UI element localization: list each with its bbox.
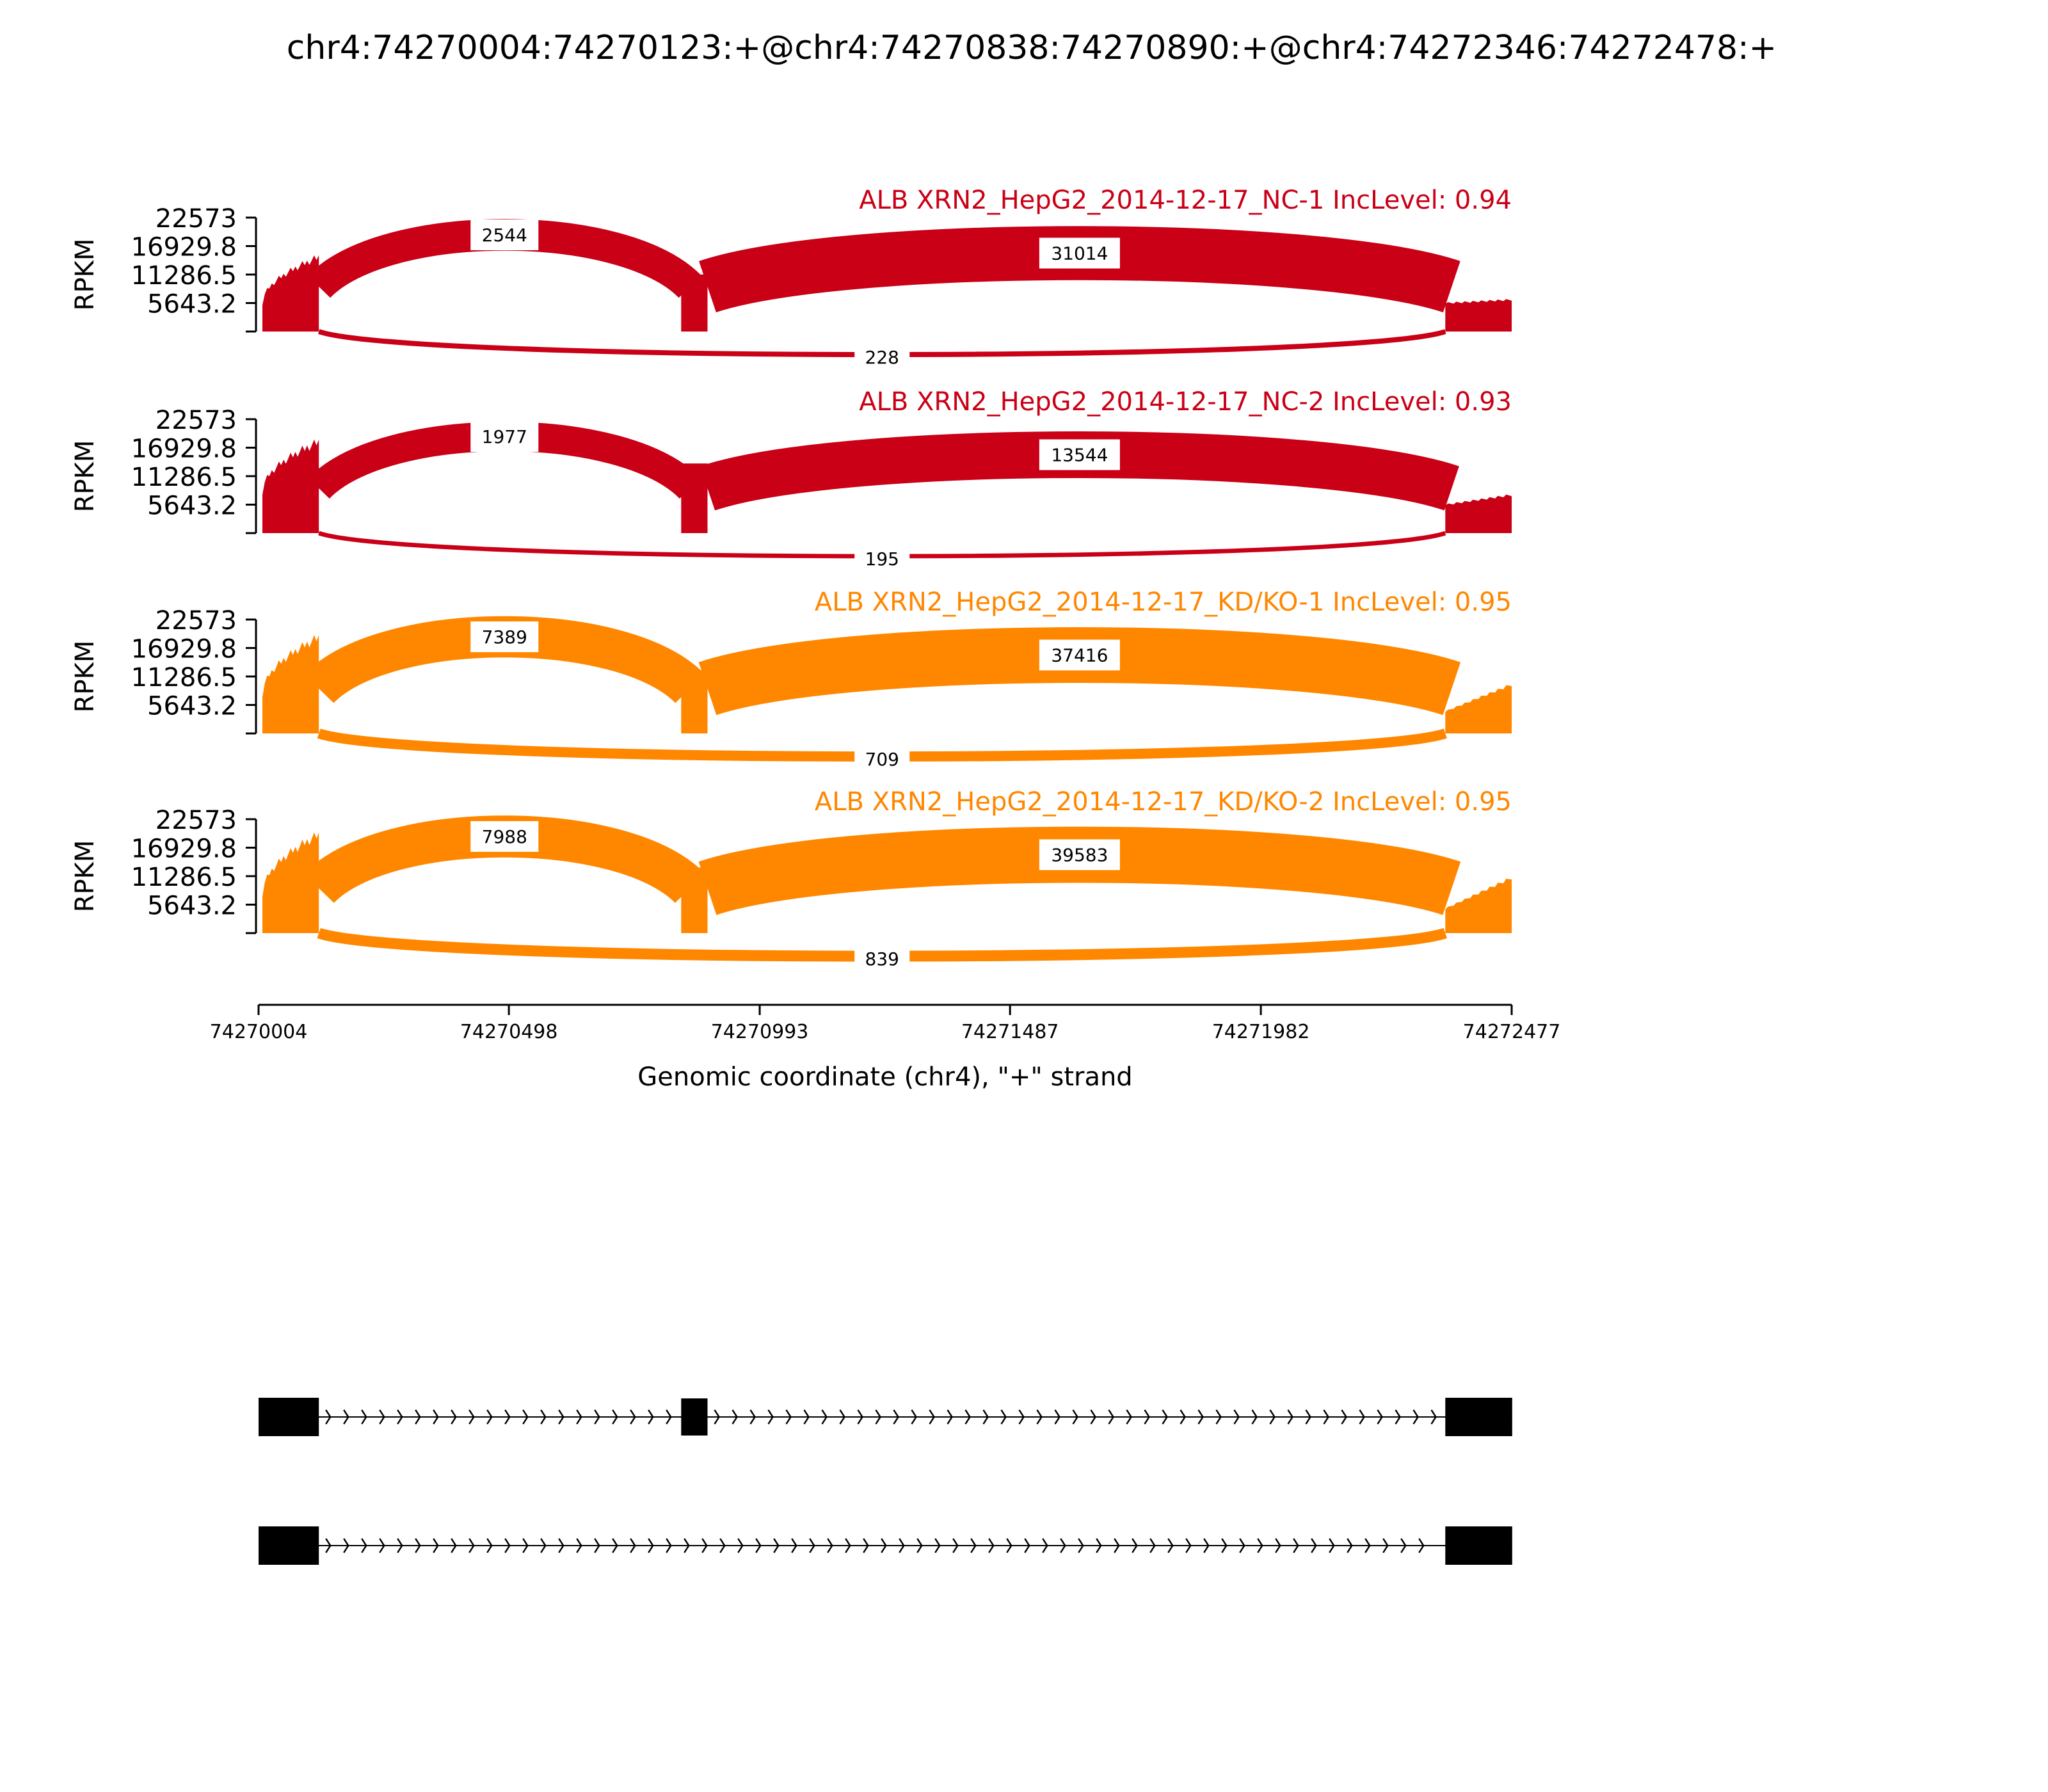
y-tick-label: 16929.8 [131, 232, 237, 262]
coverage-exon3 [1445, 299, 1512, 332]
y-tick-label: 22573 [155, 204, 237, 234]
y-axis-label: RPKM [70, 840, 100, 913]
y-tick-label: 5643.2 [147, 491, 237, 521]
x-tick-label: 74271982 [1212, 1021, 1310, 1043]
y-tick-label: 11286.5 [131, 463, 237, 492]
y-tick-label: 11286.5 [131, 261, 237, 291]
junction-label-exon1-exon2: 7389 [481, 627, 527, 648]
sample-title: ALB XRN2_HepG2_2014-12-17_NC-2 IncLevel: 0.93 [859, 387, 1512, 417]
x-axis-label: Genomic coordinate (chr4), "+" strand [637, 1062, 1133, 1092]
junction-label-skip: 195 [865, 548, 899, 570]
exon-block [1445, 1398, 1512, 1436]
junction-label-exon2-exon3: 31014 [1051, 243, 1108, 264]
junction-label-exon2-exon3: 13544 [1051, 444, 1108, 466]
y-tick-label: 11286.5 [131, 863, 237, 892]
figure-title: chr4:74270004:74270123:+@chr4:74270838:74270890:+@chr4:74272346:74272478:+ [286, 29, 1777, 67]
y-tick-label: 5643.2 [147, 891, 237, 921]
y-tick-label: 22573 [155, 806, 237, 835]
exon-block [1445, 1526, 1512, 1565]
x-tick-label: 74271487 [961, 1021, 1059, 1043]
junction-label-exon1-exon2: 7988 [481, 826, 527, 847]
junction-label-skip: 839 [865, 948, 899, 970]
exon-block [681, 1398, 707, 1436]
sample-title: ALB XRN2_HepG2_2014-12-17_KD/KO-1 IncLevel: 0.95 [814, 588, 1512, 617]
y-tick-label: 16929.8 [131, 434, 237, 464]
sample-title: ALB XRN2_HepG2_2014-12-17_KD/KO-2 IncLevel: 0.95 [814, 787, 1512, 817]
exon-block [259, 1526, 319, 1565]
y-tick-label: 22573 [155, 606, 237, 636]
junction-label-skip: 228 [865, 347, 899, 368]
x-tick-label: 74270993 [710, 1021, 809, 1043]
y-axis-label: RPKM [70, 238, 100, 311]
sample-title: ALB XRN2_HepG2_2014-12-17_NC-1 IncLevel: 0.94 [859, 186, 1512, 215]
junction-label-exon2-exon3: 39583 [1051, 844, 1108, 866]
exon-block [259, 1398, 319, 1436]
x-tick-label: 74270004 [209, 1021, 308, 1043]
y-axis-label: RPKM [70, 640, 100, 713]
y-tick-label: 5643.2 [147, 289, 237, 319]
y-tick-label: 22573 [155, 406, 237, 435]
y-tick-label: 16929.8 [131, 834, 237, 864]
junction-label-exon1-exon2: 2544 [481, 225, 527, 246]
junction-label-exon2-exon3: 37416 [1051, 644, 1108, 666]
y-tick-label: 5643.2 [147, 691, 237, 721]
junction-label-exon1-exon2: 1977 [481, 426, 527, 447]
x-tick-label: 74270498 [460, 1021, 558, 1043]
x-tick-label: 74272477 [1462, 1021, 1561, 1043]
y-tick-label: 11286.5 [131, 663, 237, 692]
junction-label-skip: 709 [865, 749, 899, 770]
y-axis-label: RPKM [70, 440, 100, 513]
y-tick-label: 16929.8 [131, 634, 237, 664]
